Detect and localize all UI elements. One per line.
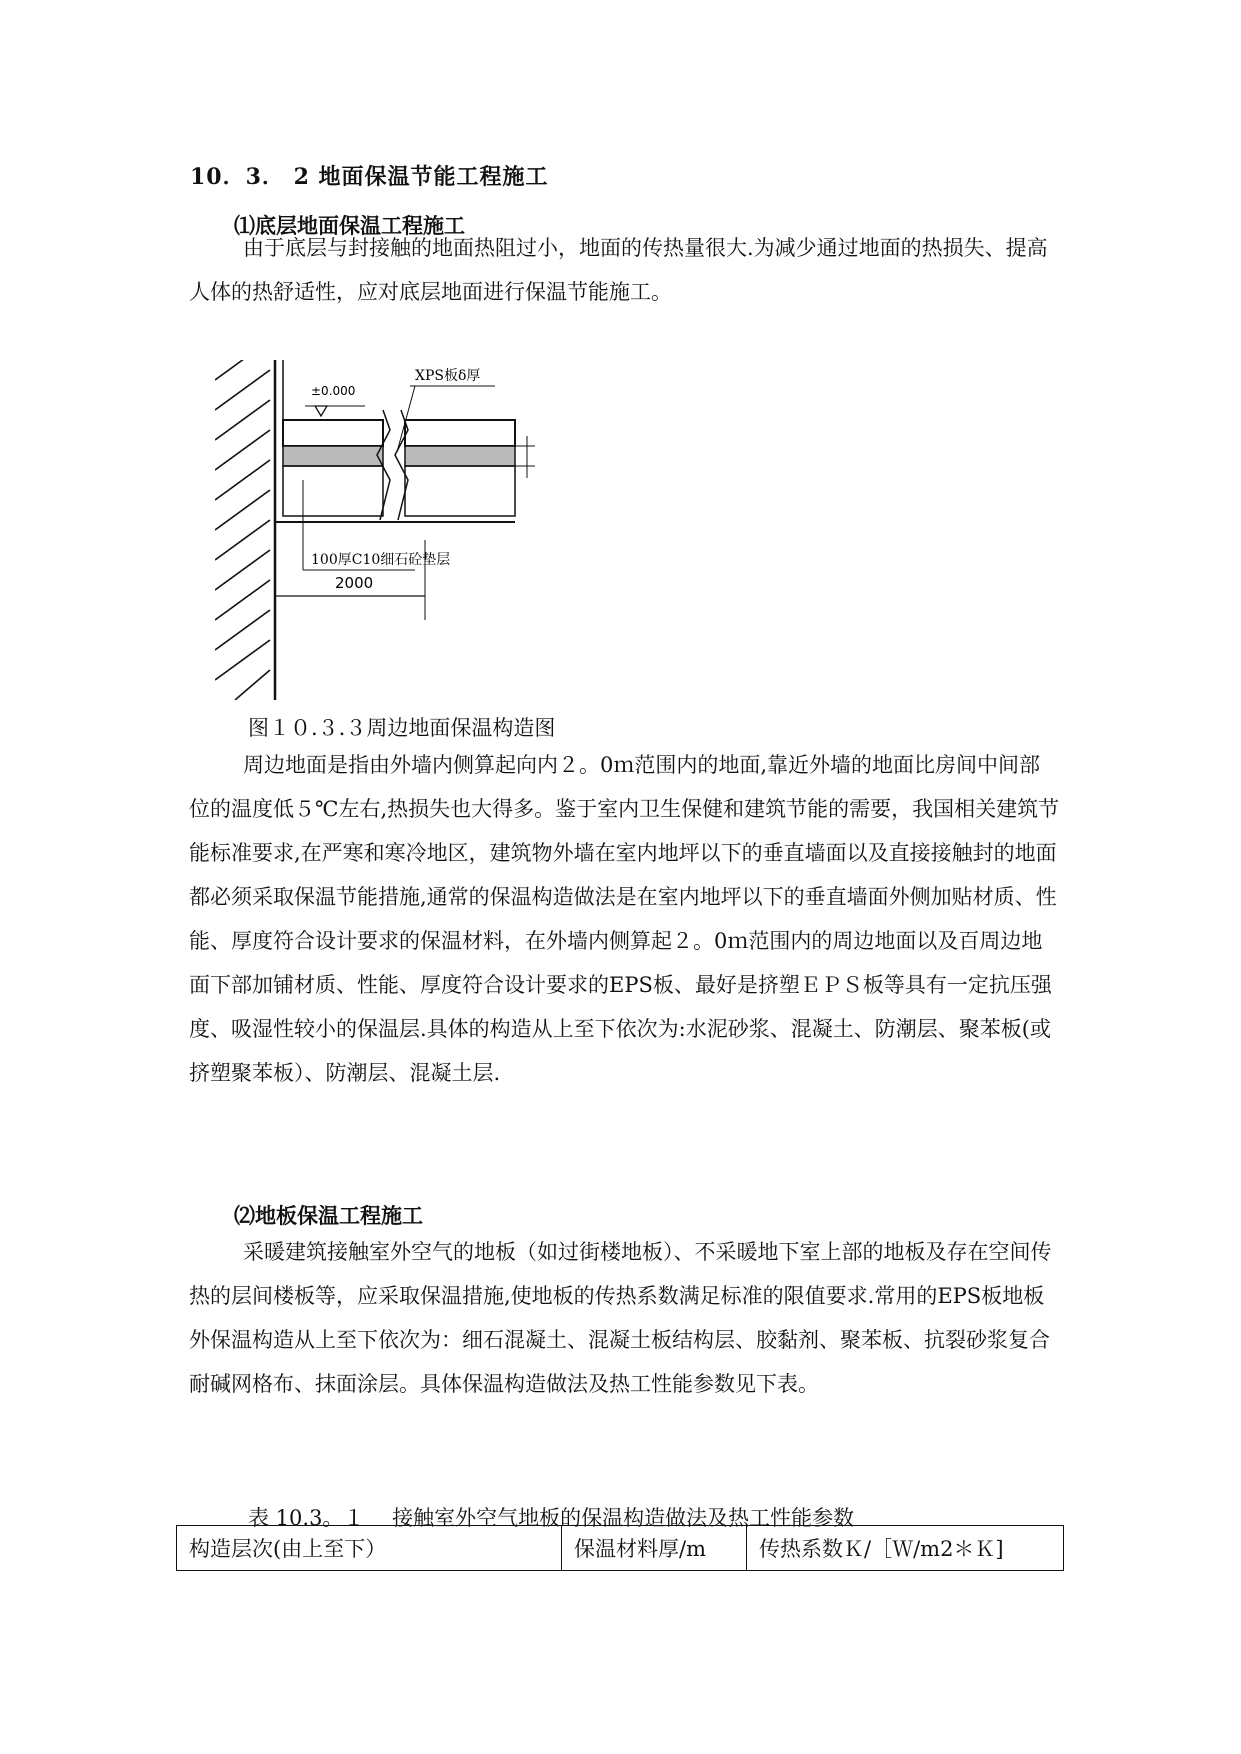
elevation-label: ±0.000 [311,384,356,398]
table-caption: 表 10.3。１ 接触室外空气地板的保温构造做法及热工性能参数 [248,1506,855,1530]
paragraph-3 [189,1230,1061,1406]
paragraph-1 [189,226,1061,314]
paragraph-2-text: 周边地面是指由外墙内侧算起向内２。0ｍ范围内的地面,靠近外墙的地面比房间中间部位的温度低５℃左右,热损失也大得多。鉴于室内卫生保健和建筑节能的需要，我国相关建筑节能标准要求,在严寒和寒冷地区，建筑物外墙在室内地坪以下的垂直墙面以及直接接触封的地面都必须采取保温节能措施,通常的保温构造做法是在室内地坪以下的垂直墙面外侧加贴材质、性能、厚度符合设计要求的保温材料，在外墙内侧算起２。0ｍ范围内的周边地面以及百周边地面下部加铺材质、性能、厚度符合设计要求的EPS板、最好是挤塑ＥＰＳ板等具有一定抗压强度、吸湿性较小的保温层.具体的构造从上至下依次为:水泥砂浆、混凝土、防潮层、聚苯板(或挤塑聚苯板）、防潮层、混凝土层. [189,753,1060,1085]
paragraph-2 [189,743,1061,1095]
table-header-cell: 传热系数Ｋ/［Ｗ/m2＊Ｋ] [747,1526,1064,1571]
section-heading: 10．3． 2 地面保温节能工程施工 [190,164,549,190]
paragraph-1-text: 由于底层与封接触的地面热阻过小，地面的传热量很大.为减少通过地面的热损失、提高人体的热舒适性，应对底层地面进行保温节能施工。 [189,236,1048,304]
dimension-label: 2000 [335,574,374,592]
subsection-heading-2: ⑵地板保温工程施工 [234,1203,423,1228]
insulation-table [176,1525,1064,1571]
paragraph-3-text: 采暖建筑接触室外空气的地板（如过街楼地板）、不采暖地下室上部的地板及存在空间传热的层间楼板等，应采取保温措施,使地板的传热系数满足标准的限值要求.常用的EPS板地板外保温构造从上至下依次为：细石混凝土、混凝土板结构层、胶黏剂、聚苯板、抗裂砂浆复合耐碱网格布、抹面涂层。具体保温构造做法及热工性能参数见下表。 [189,1240,1052,1396]
xps-label: XPS板δ厚 [415,368,481,384]
cushion-layer-label: 100厚C10细石砼垫层 [311,552,451,568]
table-header-row [177,1526,1064,1571]
table-header-cell: 保温材料厚/m [562,1526,747,1571]
subsection-heading-1: ⑴底层地面保温工程施工 [234,213,465,238]
ground-insulation-diagram [215,360,625,700]
table-header-cell: 构造层次(由上至下） [177,1526,562,1571]
figure-caption: 图１０.３.３周边地面保温构造图 [248,716,556,740]
